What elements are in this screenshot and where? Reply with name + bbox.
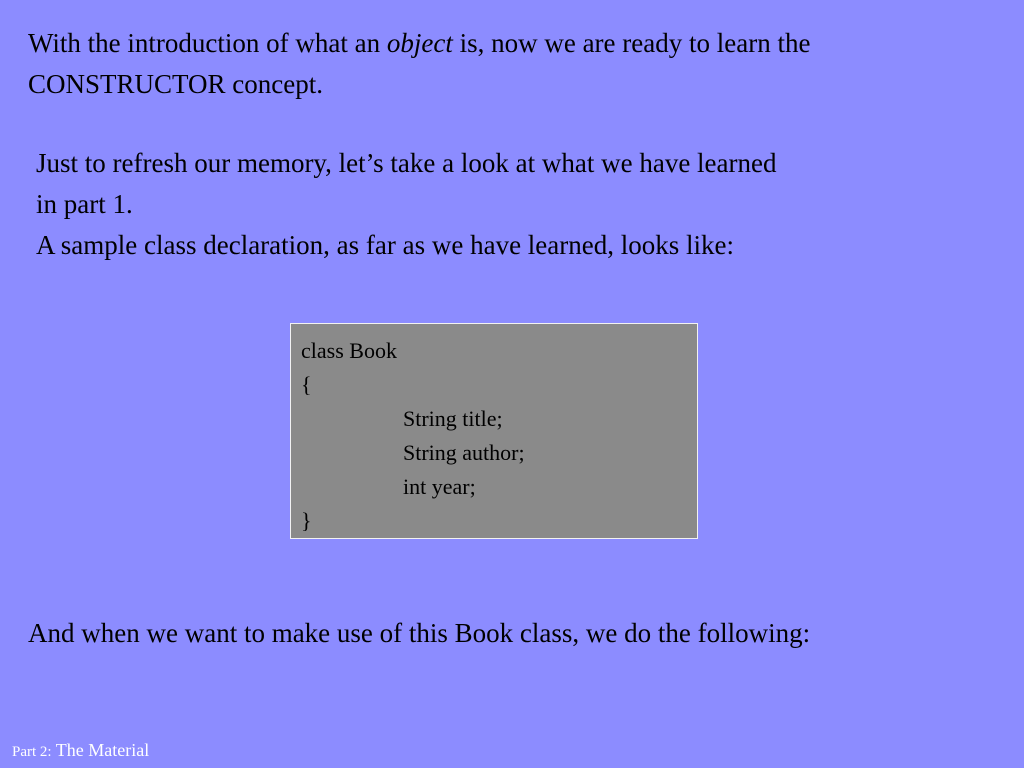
- refresh-line-1: Just to refresh our memory, let’s take a look at what we have learned: [36, 148, 777, 178]
- intro-paragraph: [28, 23, 1008, 105]
- intro-line-1-start: With the introduction of what an: [28, 28, 387, 58]
- refresh-paragraph: [36, 143, 996, 266]
- code-line-year-field: int year;: [403, 474, 476, 499]
- code-line-author-field: String author;: [403, 440, 525, 465]
- footer-part-label: Part 2:: [12, 744, 52, 760]
- intro-line-1: [28, 23, 1008, 64]
- object-emphasis: object: [386, 28, 453, 58]
- slide-footer: [12, 740, 149, 761]
- code-line-open-brace: {: [301, 372, 312, 397]
- usage-line: And when we want to make use of this Book class, we do the following:: [28, 618, 811, 648]
- class-code-box: [290, 323, 698, 539]
- intro-line-2: CONSTRUCTOR concept.: [28, 69, 323, 99]
- refresh-line-2: in part 1.: [36, 189, 133, 219]
- usage-paragraph: [28, 613, 1018, 654]
- code-line-close-brace: }: [301, 508, 312, 533]
- code-line-class-declaration: class Book: [301, 338, 397, 363]
- code-line-title-field: String title;: [403, 406, 503, 431]
- footer-title: The Material: [51, 740, 150, 760]
- refresh-line-3: A sample class declaration, as far as we have learned, looks like:: [36, 230, 734, 260]
- intro-line-1-end: is, now we are ready to learn the: [452, 28, 811, 58]
